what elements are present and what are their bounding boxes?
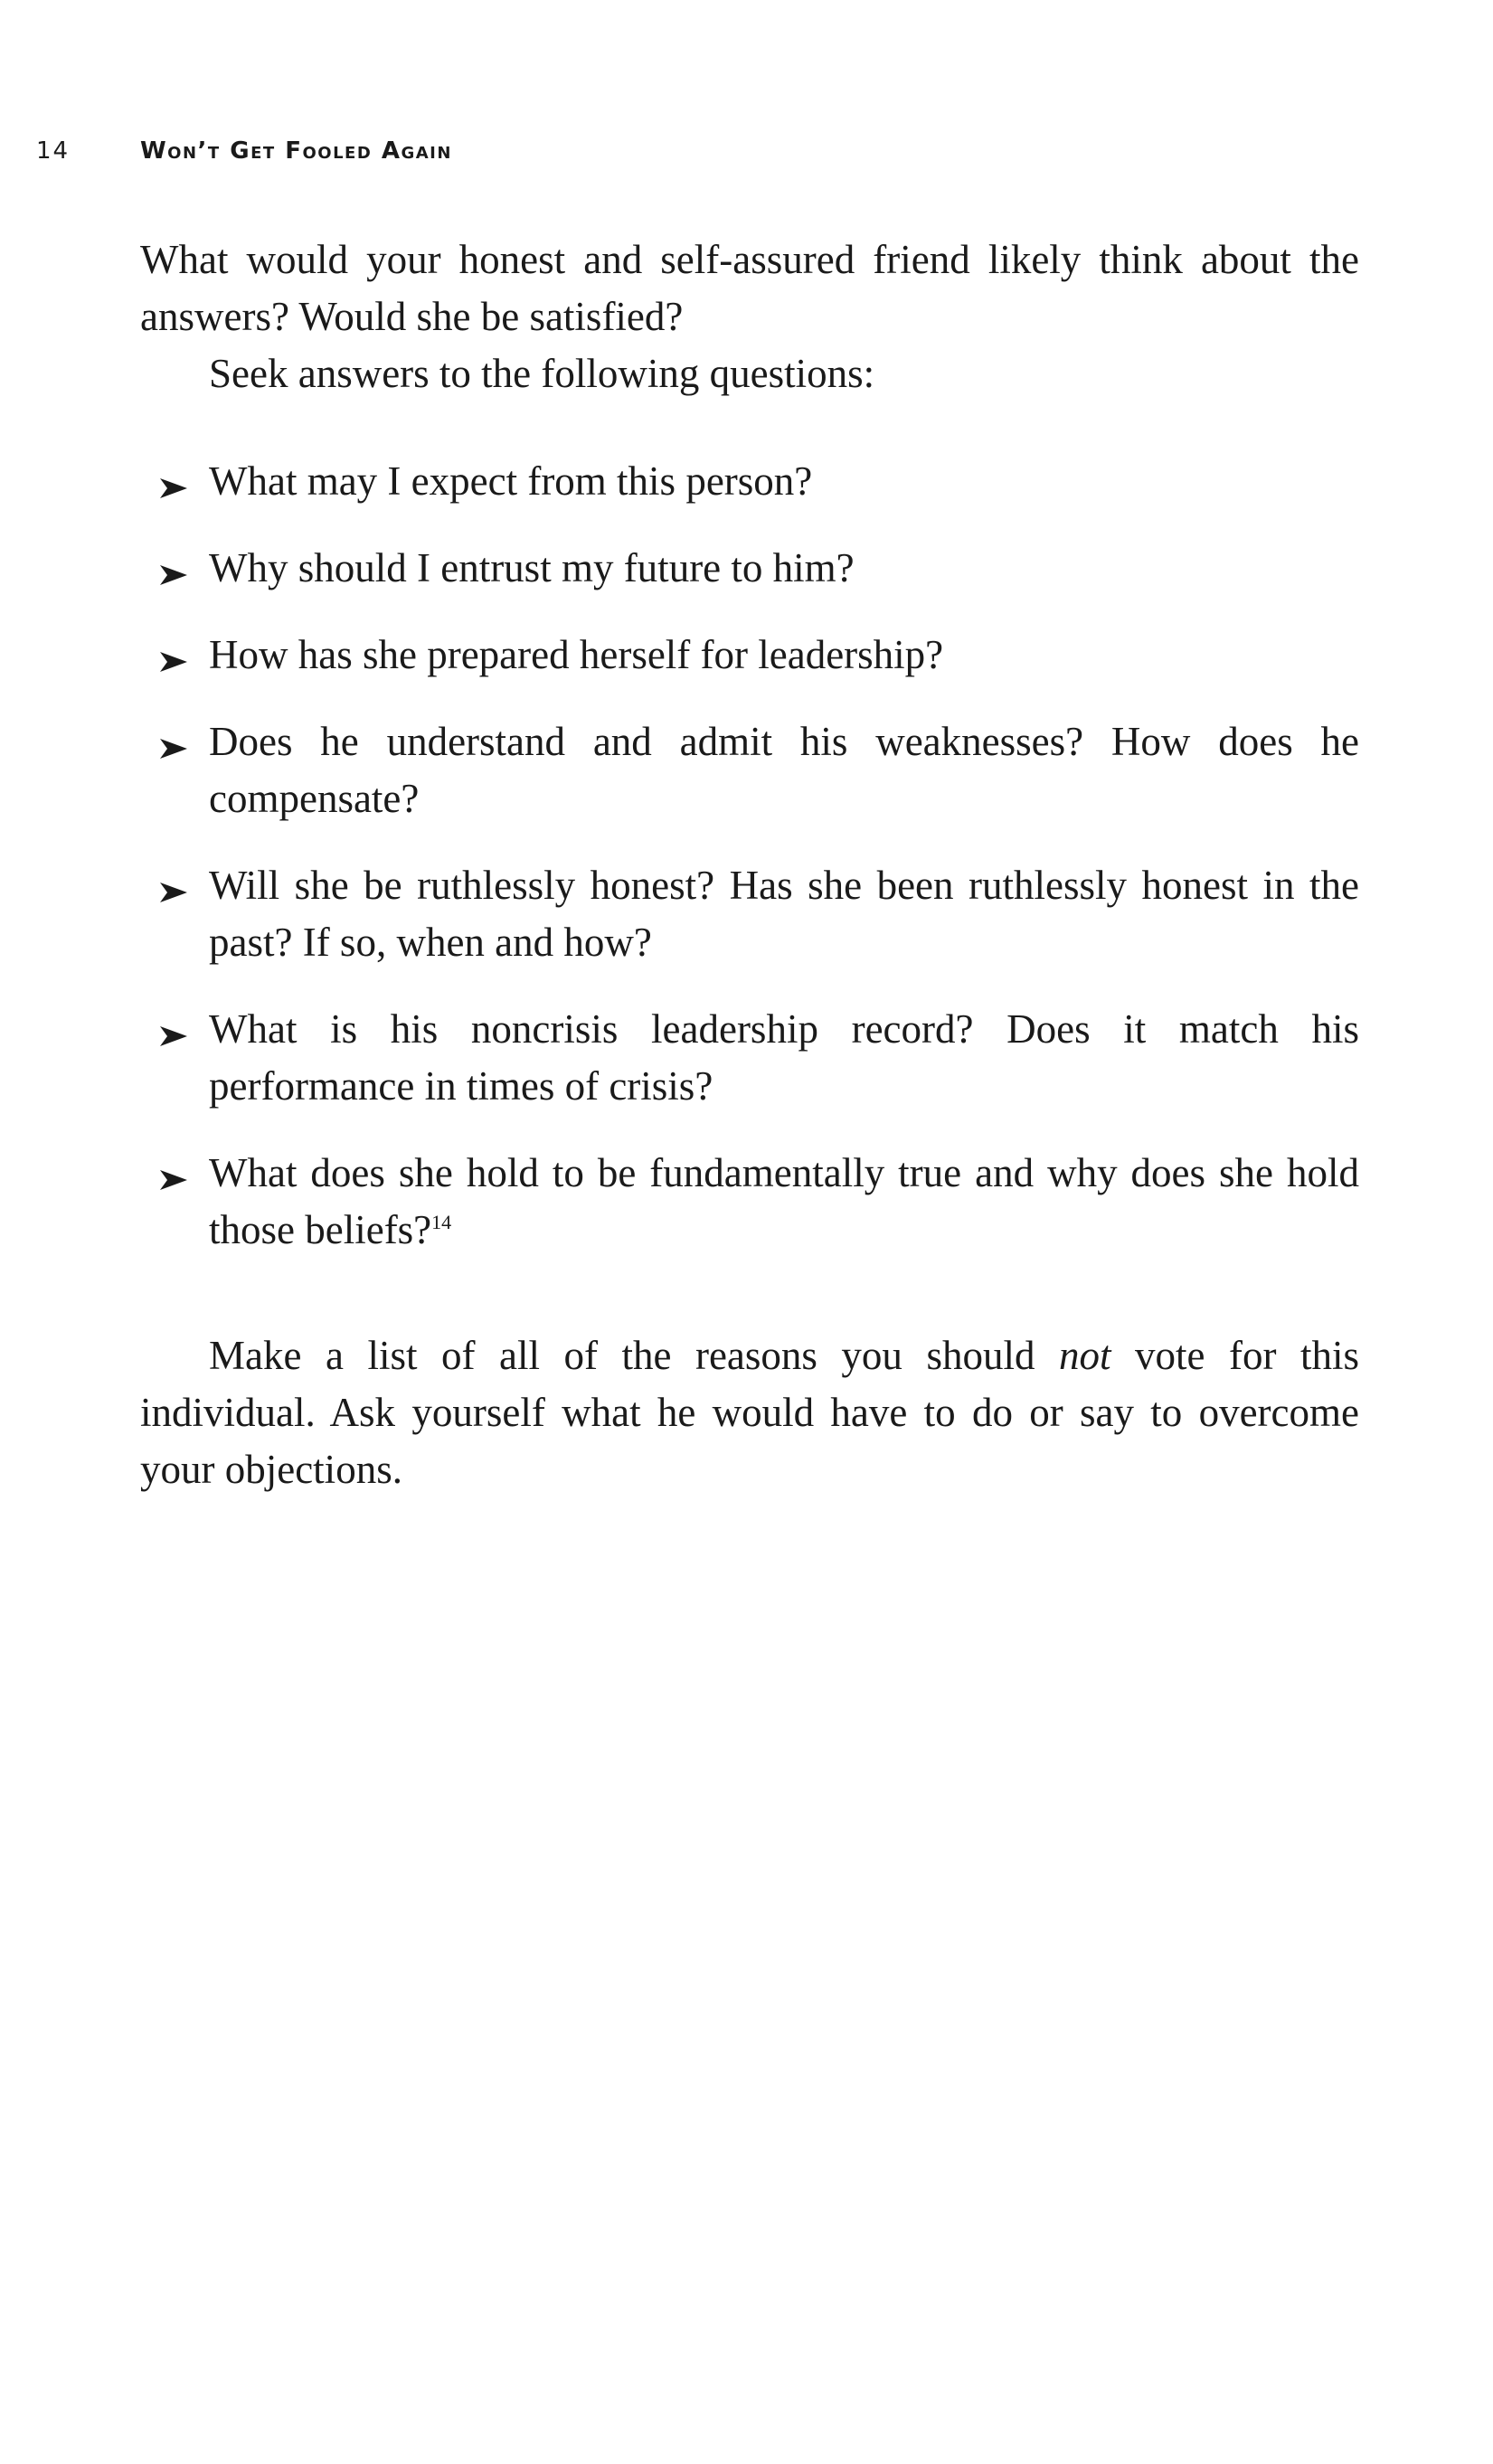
question-text: Why should I entrust my future to him? [209, 545, 855, 590]
list-item [140, 857, 1359, 971]
question-text: What is his noncrisis leadership record? Does it match his performance in times of crisis? [209, 1006, 1359, 1109]
arrowhead-icon [158, 477, 189, 500]
arrowhead-icon [158, 563, 189, 587]
page-number: 14 [36, 137, 71, 165]
running-head [36, 137, 452, 174]
question-text: Does he understand and admit his weaknesses? How does he compensate? [209, 719, 1359, 821]
question-text: What may I expect from this person? [209, 458, 813, 504]
arrowhead-icon [158, 1024, 189, 1048]
question-text: Will she be ruthlessly honest? Has she been ruthlessly honest in the past? If so, when and how? [209, 863, 1359, 965]
list-item [140, 713, 1359, 827]
body-text [140, 231, 1359, 1498]
arrowhead-icon [158, 737, 189, 760]
book-title: Won’t Get Fooled Again [140, 137, 452, 165]
closing-text-start: Make a list of all of the reasons you should [209, 1333, 1059, 1378]
questions-list [140, 453, 1359, 1259]
list-item [140, 1145, 1359, 1259]
list-item [140, 453, 1359, 510]
question-text: What does she hold to be fundamentally true and why does she hold those beliefs? [209, 1150, 1359, 1252]
closing-paragraph [140, 1327, 1359, 1498]
intro-paragraph: What would your honest and self-assured friend likely think about the answers? Would she be satisfied? [140, 237, 1359, 339]
question-text: How has she prepared herself for leadership? [209, 632, 944, 677]
list-item [140, 540, 1359, 597]
questions-lead-in: Seek answers to the following questions: [209, 351, 875, 396]
closing-text-end: vote for this individual. Ask yourself what he would have to do or say to overcome your objections. [140, 1333, 1359, 1492]
list-item [140, 1001, 1359, 1115]
arrowhead-icon [158, 1168, 189, 1192]
list-item [140, 627, 1359, 684]
arrowhead-icon [158, 881, 189, 904]
emphasis-text: not [1058, 1333, 1111, 1378]
arrowhead-icon [158, 650, 189, 674]
footnote-marker: 14 [431, 1211, 452, 1233]
